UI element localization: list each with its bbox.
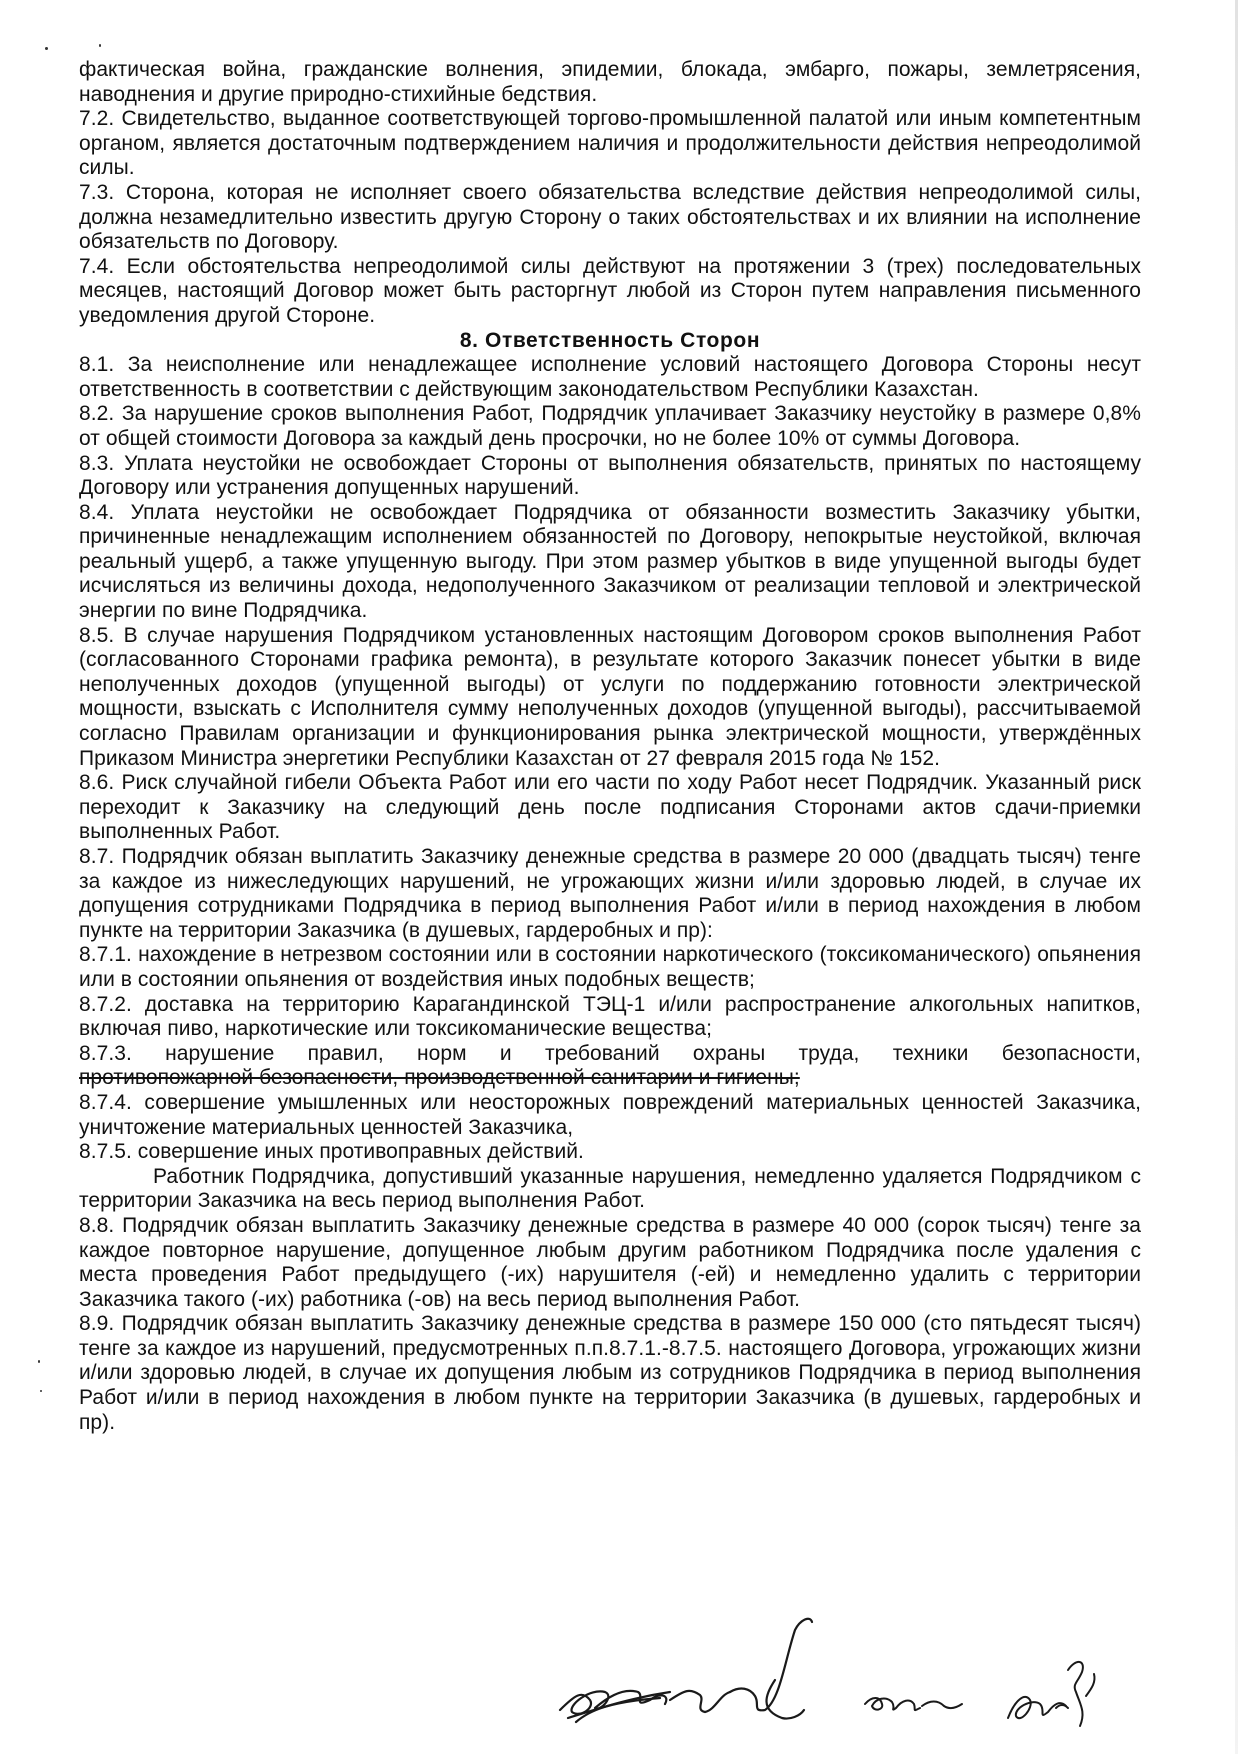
paragraph-8-6: 8.6. Риск случайной гибели Объекта Работ или его части по ходу Работ несет Подрядчик. Указанный риск переходит к Заказчику на следующий день после подписания Сторонами актов сдачи-приемки выполненных Работ. <box>79 771 1141 844</box>
signature-third <box>1008 1662 1095 1726</box>
paragraph-7-2: 7.2. Свидетельство, выданное соответствующей торгово-промышленной палатой или иным компетентным органом, является достаточным подтверждением наличия и продолжительности действия непреодолимой силы. <box>79 107 1141 180</box>
paragraph-8-8: 8.8. Подрядчик обязан выплатить Заказчику денежные средства в размере 40 000 (сорок тысяч) тенге за каждое повторное нарушение, допущенное любым другим работником Подрядчика после удаления с места проведения Работ предыдущего (-их) нарушителя (-ей) и немедленно удалить с территории Заказчика такого (-их) работника (-ов) на весь период выполнения Работ. <box>79 1213 1141 1311</box>
paragraph-7-3: 7.3. Сторона, которая не исполняет своего обязательства вследствие действия непреодолимой силы, должна незамедлительно известить другую Сторону о таких обстоятельствах и их влиянии на исполнение обязательств по Договору. <box>79 180 1141 254</box>
paragraph-8-1: 8.1. За неисполнение или ненадлежащее исполнение условий настоящего Договора Стороны несут ответственность в соответствии с действующим законодательством Республики Казахстан. <box>79 353 1141 401</box>
paragraph-8-9: 8.9. Подрядчик обязан выплатить Заказчику денежные средства в размере 150 000 (сто пятьдесят тысяч) тенге за каждое из нарушений, предусмотренных п.п.8.7.1.-8.7.5. настоящего Договора, угрожающих жизни и/или здоровью людей, в случае их допущения любым из сотрудников Подрядчика в период выполнения Работ и/или в период нахождения в любом пункте на территории Заказчика (в душевых, гардеробных и пр). <box>79 1312 1141 1434</box>
paragraph-8-3: 8.3. Уплата неустойки не освобождает Стороны от выполнения обязательств, принятых по настоящему Договору или устранения допущенных нарушений. <box>79 451 1141 500</box>
paragraph-8-7-3-line-2-struck: противопожарной безопасности, производственной санитарии и гигиены; <box>79 1066 800 1090</box>
paragraph-8-7-5: 8.7.5. совершение иных противоправных действий. <box>79 1140 584 1164</box>
signature-customer <box>865 1698 962 1710</box>
paragraph-8-7-4: 8.7.4. совершение умышленных или неосторожных повреждений материальных ценностей Заказчика, уничтожение материальных ценностей Заказчика, <box>79 1090 1141 1139</box>
paragraph-8-7-3-line-1: 8.7.3. нарушение правил, норм и требований охраны труда, техники безопасности, <box>79 1041 1141 1065</box>
signature-contractor <box>560 1619 812 1722</box>
paragraph-8-4: 8.4. Уплата неустойки не освобождает Подрядчика от обязанности возместить Заказчику убытки, причиненные ненадлежащим исполнением обязанностей по Договору, непокрытые неустойкой, включая реальный ущерб, а также упущенную выгоду. При этом размер убытков в виде упущенной выгоды будет исчисляться из величины дохода, недополученного Заказчиком от реализации тепловой и электрической энергии по вине Подрядчика. <box>79 500 1141 623</box>
paragraph-8-2: 8.2. За нарушение сроков выполнения Работ, Подрядчик уплачивает Заказчику неустойку в размере 0,8% от общей стоимости Договора за каждый день просрочки, но не более 10% от суммы Договора. <box>79 402 1141 450</box>
paragraph-8-5: 8.5. В случае нарушения Подрядчиком установленных настоящим Договором сроков выполнения Работ (согласованного Сторонами графика ремонта), в результате которого Заказчик понесет убытки в виде неполученных доходов (упущенной выгоды) от услуги по поддержанию готовности электрической мощности, взыскать с Исполнителя сумму неполученных доходов (упущенной выгоды), рассчитываемой согласно Правилам организации и функционирования рынка электрической мощности, утверждённых Приказом Министра энергетики Республики Казахстан от 27 февраля 2015 года № 152. <box>79 623 1141 770</box>
paragraph-8-7: 8.7. Подрядчик обязан выплатить Заказчику денежные средства в размере 20 000 (двадцать тысяч) тенге за каждое из нижеследующих нарушений, не угрожающих жизни и/или здоровью людей, в случае их допущения сотрудниками Подрядчика в период выполнения Работ и/или в период нахождения в любом пункте на территории Заказчика (в душевых, гардеробных и пр): <box>79 845 1141 942</box>
scan-speck <box>99 44 101 47</box>
scan-speck <box>45 47 48 50</box>
signatures-area <box>520 1600 1160 1740</box>
scan-edge-shadow <box>1235 0 1238 1754</box>
paragraph-7-1-continuation: фактическая война, гражданские волнения, эпидемии, блокада, эмбарго, пожары, землетрясения, наводнения и другие природно-стихийные бедствия. <box>79 58 1141 106</box>
scan-speck <box>38 1360 40 1363</box>
paragraph-8-7-1: 8.7.1. нахождение в нетрезвом состоянии или в состоянии наркотического (токсикоманического) опьянения или в состоянии опьянения от воздействия иных подобных веществ; <box>79 943 1141 991</box>
paragraph-8-7-2: 8.7.2. доставка на территорию Карагандинской ТЭЦ-1 и/или распространение алкогольных напитков, включая пиво, наркотические или токсикоманические вещества; <box>79 992 1141 1041</box>
scan-speck <box>40 1390 42 1392</box>
paragraph-7-4: 7.4. Если обстоятельства непреодолимой силы действуют на протяжении 3 (трех) последовательных месяцев, настоящий Договор может быть расторгнут любой из Сторон путем направления письменного уведомления другой Стороне. <box>79 254 1141 327</box>
section-8-heading: 8. Ответственность Сторон <box>459 328 761 352</box>
paragraph-worker-removal: Работник Подрядчика, допустивший указанные нарушения, немедленно удаляется Подрядчиком с территории Заказчика на весь период выполнения Работ. <box>79 1164 1141 1213</box>
document-body <box>79 58 1141 1435</box>
